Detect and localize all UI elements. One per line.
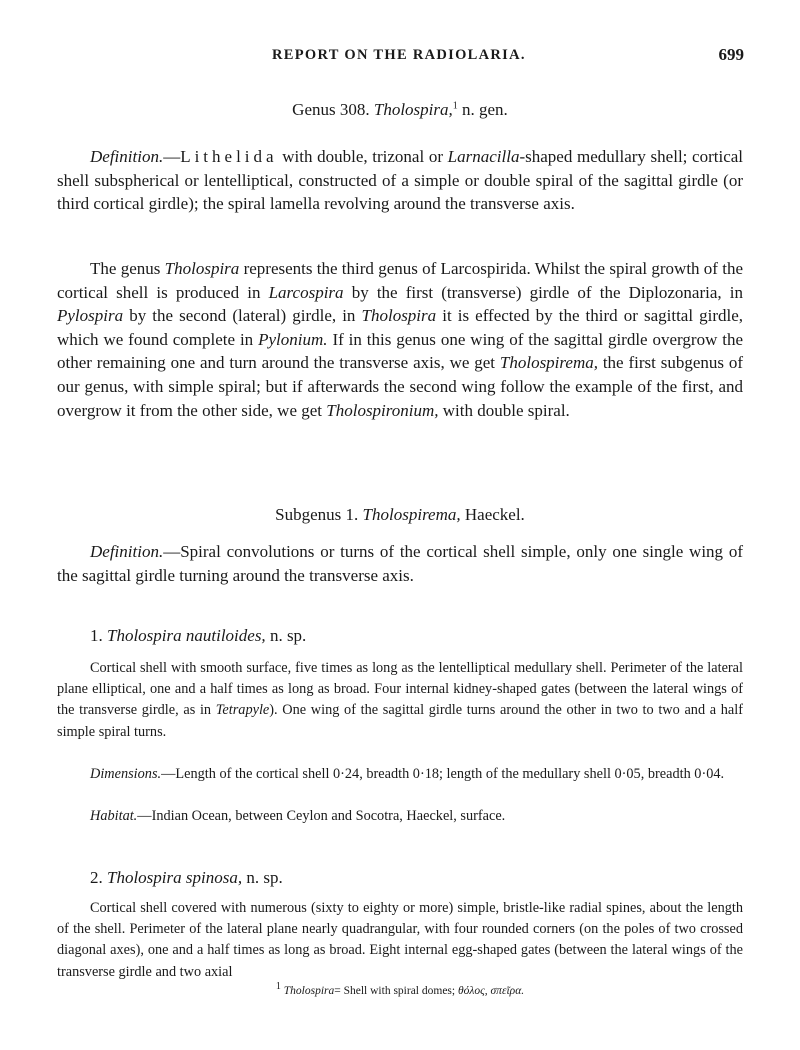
discussion-term-pylonium: Pylonium. (258, 329, 328, 349)
genus-heading (0, 100, 800, 120)
running-head (88, 47, 744, 71)
discussion-term-larcospira: Larcospira (268, 282, 344, 302)
discussion-text-7: the first subgenus of our genus, with simple spiral; but if afterwards the second wing follow the example of the first, and overgrow it from the other side, we get (57, 353, 743, 420)
definition-text-a: with double, trizonal or (282, 147, 444, 166)
species-2-suffix: n. sp. (246, 868, 283, 887)
discussion-text-8: with double spiral. (442, 400, 570, 420)
genus-footnote-mark: 1 (452, 100, 458, 112)
footnote-term: Tholospira (283, 985, 335, 997)
subgenus-label: Subgenus 1. (275, 505, 359, 524)
species-1-habitat: Habitat.—Indian Ocean, between Ceylon and Socotra, Haeckel, surface. (90, 808, 506, 824)
subgenus-author: Haeckel. (464, 505, 525, 524)
species-1-suffix: n. sp. (269, 626, 307, 645)
subgenus-definition-label: Definition. (90, 542, 164, 561)
species-2-title (90, 868, 283, 888)
species-2-description: Cortical shell covered with numerous (sixty to eighty or more) simple, bristle-like radial spines, about the length of the shell. Perimeter of the lateral plane nearly quadrangular, with four rounded corners (on the poles of two crossed diagonal axes), one and a half times as long as broad. Eight internal egg-shaped gates (between the lateral wings of the transverse girdle and two axial (57, 900, 743, 980)
species-1-dimensions-text: Length of the cortical shell 0·24, breadth 0·18; length of the medullary shell 0·05, breadth 0·04. (175, 766, 725, 782)
footnote (0, 981, 800, 997)
discussion-text-3: by the first (transverse) girdle of the Diplozonaria, in (351, 282, 743, 302)
species-1-name: Tholospira nautiloides, (107, 626, 266, 645)
subgenus-heading (0, 505, 800, 525)
species-2-name: Tholospira spinosa, (107, 868, 243, 887)
species-1-desc-a: Cortical shell with smooth surface, five times as long as the lentelliptical medullary shell. Perimeter of the lateral plane elliptical, one and a half times as long as broad. Four internal kidney-shaped gates (between the lateral wings of the transverse girdle, as in (57, 660, 743, 719)
discussion-text-1: The genus (90, 259, 161, 278)
species-1-title (90, 626, 306, 646)
species-1-habitat-label: Habitat. (90, 808, 138, 824)
subgenus-definition: Definition.—Spiral convolutions or turns of the cortical shell simple, only one single wing of the sagittal girdle turning around the transverse axis. (57, 542, 743, 585)
discussion-text-2: represents the third genus of Larcospirida. Whilst the spiral growth of the cortical shell is produced in (57, 259, 744, 302)
genus-definition: Definition.—Lithelida with double, trizonal or Larnacilla-shaped medullary shell; cortical shell subspherical or lentelliptical, constructed of a simple or double spiral of the sagittal girdle (or third cortical girdle); the spiral lamella revolving around the transverse axis. (57, 147, 744, 214)
definition-label: Definition. (90, 147, 164, 166)
footnote-greek: θόλος, σπεῖρα. (457, 985, 525, 997)
species-1-desc-italic: Tetrapyle (215, 702, 270, 719)
discussion-text-5: it is effected by the third or sagittal girdle, which we found complete in (57, 306, 744, 349)
species-1-dimensions-label: Dimensions. (90, 766, 162, 782)
discussion-term-pylospira: Pylospira (57, 306, 124, 326)
genus-name: Tholospira, (373, 100, 453, 119)
definition-spaced-term: Lithelida (180, 147, 278, 166)
genus-suffix: n. gen. (462, 100, 508, 119)
genus-discussion (57, 257, 743, 422)
discussion-text-6: If in this genus one wing of the sagittal girdle overgrow the other remaining one and turn around the transverse axis, we get (57, 329, 744, 373)
definition-text-b: -shaped medullary shell; cortical shell subspherical or lentelliptical, constructed of a simple or double spiral of the sagittal girdle (or third cortical girdle); the spiral lamella revolving around the transverse axis. (57, 147, 744, 214)
species-2-number: 2. (90, 868, 103, 887)
discussion-text-4: by the second (lateral) girdle, in (129, 306, 356, 326)
footnote-mark: 1 (275, 981, 281, 993)
discussion-term-tholospira: Tholospira (164, 259, 240, 278)
subgenus-definition-text: Spiral convolutions or turns of the cortical shell simple, only one single wing of the sagittal girdle turning around the transverse axis. (57, 542, 743, 585)
species-1-dimensions: Dimensions.—Length of the cortical shell 0·24, breadth 0·18; length of the medullary shell 0·05, breadth 0·04. (90, 766, 725, 782)
species-1-description (57, 658, 743, 743)
species-1-desc-b: ). One wing of the sagittal girdle turns around the other in two to two and a half simple spiral turns. (57, 702, 744, 740)
definition-italic-term: Larnacilla (447, 147, 520, 166)
page-number: 699 (718, 45, 744, 64)
discussion-term-tholospironium: Tholospironium, (326, 400, 439, 420)
species-1-number: 1. (90, 626, 103, 645)
genus-label: Genus 308. (292, 100, 370, 119)
discussion-term-tholospira-2: Tholospira (361, 306, 437, 326)
subgenus-name: Tholospirema, (362, 505, 461, 524)
discussion-term-tholospirema: Tholospirema, (499, 353, 598, 373)
running-title: REPORT ON THE RADIOLARIA. (272, 47, 526, 63)
species-1-habitat-text: Indian Ocean, between Ceylon and Socotra, Haeckel, surface. (151, 808, 506, 824)
footnote-text: = Shell with spiral domes; (334, 985, 456, 997)
